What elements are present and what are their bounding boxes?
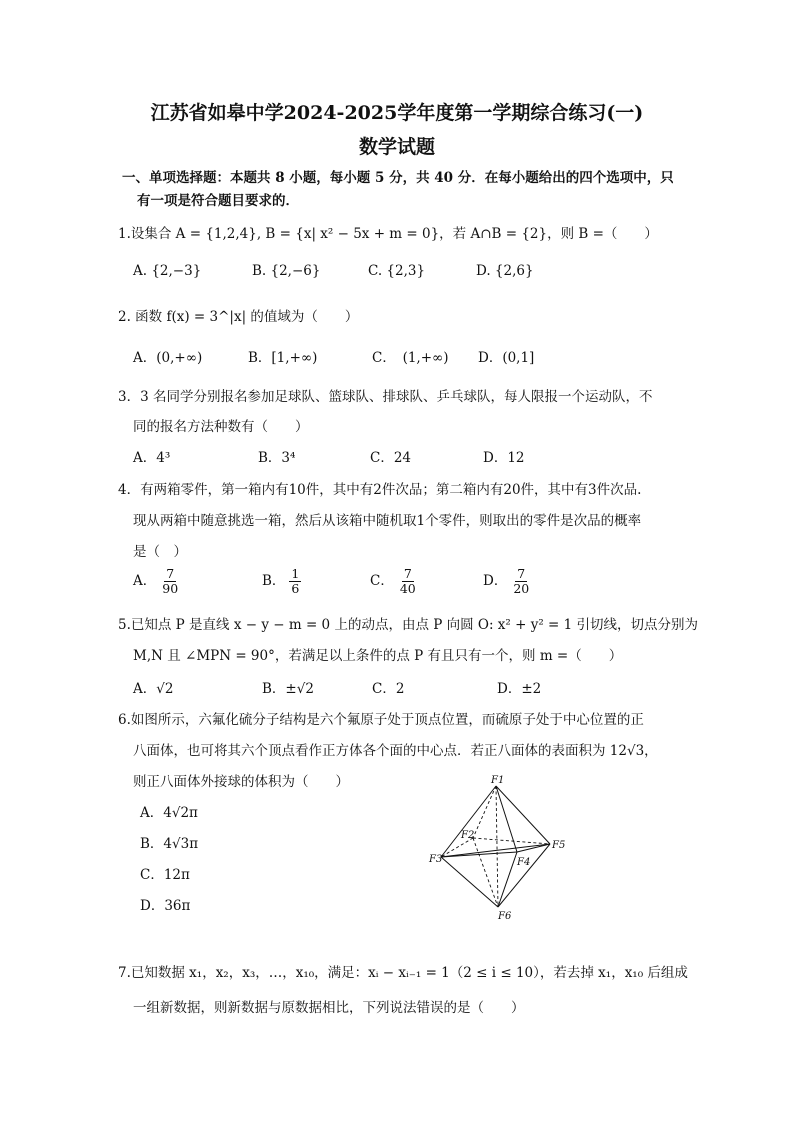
q5-option-a: A．√2 — [133, 681, 174, 697]
q4-option-b — [262, 567, 301, 596]
fraction-numerator: 7 — [166, 566, 175, 581]
section-heading-cont: 有一项是符合题目要求的． — [137, 193, 299, 209]
fraction-numerator: 7 — [517, 566, 526, 581]
label-f4: F4 — [517, 857, 531, 868]
label-f3: F3 — [429, 854, 443, 865]
q2-option-d: D．(0,1] — [478, 350, 535, 366]
question-5-line2: M,N 且 ∠MPN = 90°，若满足以上条件的点 P 有且只有一个，则 m =（ ） — [133, 648, 623, 664]
q3-option-c: C．24 — [370, 450, 412, 466]
fraction-denominator: 20 — [513, 581, 530, 596]
question-1-stem: 1.设集合 A = {1,2,4}, B = {x| x² − 5x + m = 0}，若 A∩B = {2}，则 B =（ ） — [118, 226, 658, 242]
q3-option-b: B．3⁴ — [258, 450, 296, 466]
q1-option-d: D. {2,6} — [476, 263, 534, 279]
question-4-line1: 4．有两箱零件，第一箱内有10件，其中有2件次品；第二箱内有20件，其中有3件次品. — [118, 482, 642, 498]
question-6-line1: 6.如图所示，六氟化硫分子结构是六个氟原子处于顶点位置，而硫原子处于中心位置的正 — [118, 712, 644, 728]
fraction-numerator: 1 — [291, 566, 300, 581]
question-3-line1: 3．3 名同学分别报名参加足球队、篮球队、排球队、乒乓球队，每人限报一个运动队，不 — [118, 389, 653, 405]
label-f1: F1 — [491, 775, 505, 786]
label-f5: F5 — [552, 840, 566, 851]
q5-option-c: C．2 — [372, 681, 405, 697]
question-4-line2: 现从两箱中随意挑选一箱，然后从该箱中随机取1个零件，则取出的零件是次品的概率 — [133, 513, 642, 529]
question-7-line1: 7.已知数据 x₁，x₂，x₃，…，x₁₀，满足：xᵢ − xᵢ₋₁ = 1（2 ≤ i ≤ 10），若去掉 x₁，x₁₀ 后组成 — [118, 965, 688, 981]
label-f2: F2 — [461, 830, 475, 841]
q4-option-a-label: A． — [133, 573, 157, 589]
q4-option-d — [483, 567, 531, 596]
fraction-denominator: 6 — [291, 581, 300, 596]
q4-option-c-label: C． — [370, 573, 394, 589]
fraction-denominator: 90 — [162, 581, 179, 596]
question-7-line2: 一组新数据，则新数据与原数据相比，下列说法错误的是（ ） — [133, 1000, 525, 1016]
q1-option-b: B. {2,−6} — [252, 263, 321, 279]
question-2-stem: 2. 函数 f(x) = 3^|x| 的值域为（ ） — [118, 309, 359, 325]
q5-option-d: D．±2 — [497, 681, 542, 697]
q4-option-c-fraction — [398, 567, 418, 596]
q4-option-c — [370, 567, 418, 596]
fraction-denominator: 40 — [399, 581, 416, 596]
q6-option-b: B．4√3π — [140, 836, 199, 852]
fraction-numerator: 7 — [403, 566, 412, 581]
q2-option-c: C． (1,+∞) — [372, 350, 449, 366]
q3-option-a: A．4³ — [133, 450, 171, 466]
q4-option-b-fraction — [289, 567, 301, 596]
q4-option-a-fraction — [160, 567, 180, 596]
q6-option-a: A．4√2π — [140, 805, 198, 821]
octahedron-figure — [425, 772, 575, 922]
page-title: 江苏省如皋中学2024-2025学年度第一学期综合练习(一) — [150, 102, 644, 124]
q6-option-d: D．36π — [140, 898, 191, 914]
q4-option-a — [133, 567, 180, 596]
q2-option-b: B．[1,+∞) — [248, 350, 318, 366]
question-5-line1: 5.已知点 P 是直线 x − y − m = 0 上的动点，由点 P 向圆 O: x² + y² = 1 引切线，切点分别为 — [118, 617, 699, 633]
q4-option-d-label: D． — [483, 573, 508, 589]
q2-option-a: A．(0,+∞) — [133, 350, 203, 366]
question-4-line3: 是（ ） — [133, 544, 187, 560]
q1-option-c: C. {2,3} — [368, 263, 426, 279]
question-6-line3: 则正八面体外接球的体积为（ ） — [133, 774, 349, 790]
q1-option-a: A. {2,−3} — [133, 263, 202, 279]
question-3-line2: 同的报名方法种数有（ ） — [133, 419, 309, 435]
question-6-line2: 八面体，也可将其六个顶点看作正方体各个面的中心点．若正八面体的表面积为 12√3， — [133, 743, 658, 759]
page-subtitle: 数学试题 — [358, 136, 435, 158]
q6-option-c: C．12π — [140, 867, 190, 883]
q3-option-d: D．12 — [483, 450, 525, 466]
q5-option-b: B．±√2 — [262, 681, 314, 697]
q4-option-b-label: B． — [262, 573, 286, 589]
label-f6: F6 — [498, 911, 512, 922]
section-heading: 一、单项选择题：本题共 8 小题，每小题 5 分，共 40 分．在每小题给出的四个选项中，只 — [122, 170, 674, 186]
q4-option-d-fraction — [511, 567, 531, 596]
